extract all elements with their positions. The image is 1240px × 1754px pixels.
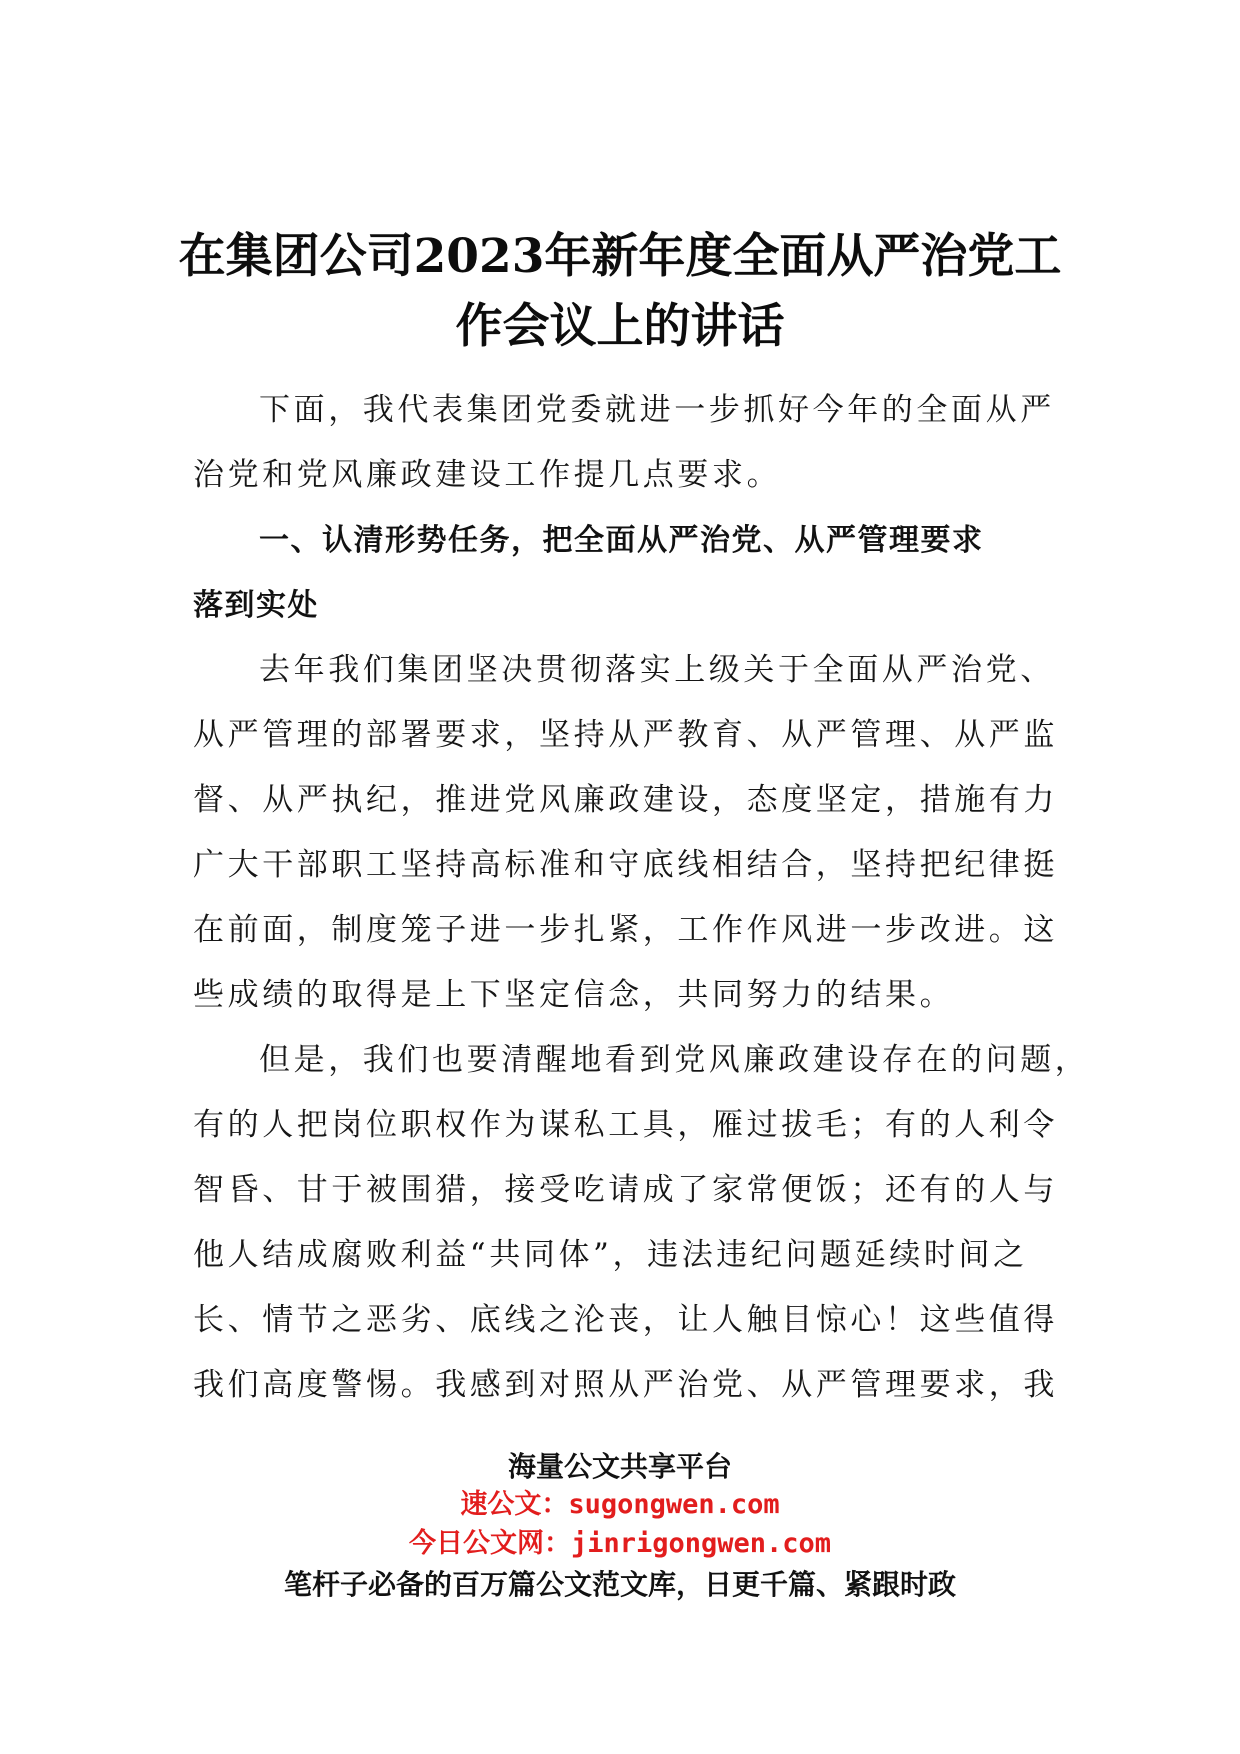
paragraph-2-line: 督、从严执纪，推进党风廉政建设，态度坚定，措施有力 bbox=[193, 782, 1058, 818]
paragraph-3-line: 他人结成腐败利益“共同体”，违法违纪问题延续时间之 bbox=[193, 1237, 1028, 1273]
paragraph-intro-line1: 下面，我代表集团党委就进一步抓好今年的全面从严 bbox=[259, 392, 1055, 428]
footer-slogan: 笔杆子必备的百万篇公文范文库，日更千篇、紧跟时政 bbox=[283, 1568, 956, 1601]
footer-site2 bbox=[0, 1525, 1240, 1563]
section-heading-line2: 落到实处 bbox=[193, 588, 319, 623]
footer-platform-title: 海量公文共享平台 bbox=[507, 1450, 732, 1483]
paragraph-2-line: 些成绩的取得是上下坚定信念，共同努力的结果。 bbox=[193, 977, 955, 1013]
paragraph-3-line: 但是，我们也要清醒地看到党风廉政建设存在的问题， bbox=[259, 1042, 1090, 1078]
paragraph-3-line: 长、情节之恶劣、底线之沦丧，让人触目惊心！这些值得 bbox=[193, 1302, 1058, 1338]
footer-site2-label: 今日公文网： bbox=[408, 1528, 571, 1559]
footer-site1 bbox=[0, 1486, 1240, 1524]
section-heading-line1: 一、认清形势任务，把全面从严治党、从严管理要求 bbox=[259, 523, 984, 558]
paragraph-intro-line2: 治党和党风廉政建设工作提几点要求。 bbox=[193, 457, 782, 493]
paragraph-3-line: 有的人把岗位职权作为谋私工具，雁过拔毛；有的人利令 bbox=[193, 1107, 1058, 1143]
document-title-line1: 在集团公司2023年新年度全面从严治党工 bbox=[178, 229, 1062, 284]
footer-site1-label: 速公文： bbox=[460, 1489, 569, 1520]
paragraph-2-line: 在前面，制度笼子进一步扎紧，工作作风进一步改进。这 bbox=[193, 912, 1058, 948]
document-title-line2: 作会议上的讲话 bbox=[455, 299, 785, 354]
paragraph-3-line: 我们高度警惕。我感到对照从严治党、从严管理要求，我 bbox=[193, 1367, 1058, 1403]
footer-site2-link[interactable]: jinrigongwen.com bbox=[570, 1528, 832, 1559]
paragraph-2-line: 广大干部职工坚持高标准和守底线相结合，坚持把纪律挺 bbox=[193, 847, 1058, 883]
paragraph-2-line: 从严管理的部署要求，坚持从严教育、从严管理、从严监 bbox=[193, 717, 1058, 753]
paragraph-2-line: 去年我们集团坚决贯彻落实上级关于全面从严治党、 bbox=[259, 652, 1055, 688]
paragraph-3-line: 智昏、甘于被围猎，接受吃请成了家常便饭；还有的人与 bbox=[193, 1172, 1058, 1208]
footer-site1-link[interactable]: sugongwen.com bbox=[568, 1489, 780, 1520]
